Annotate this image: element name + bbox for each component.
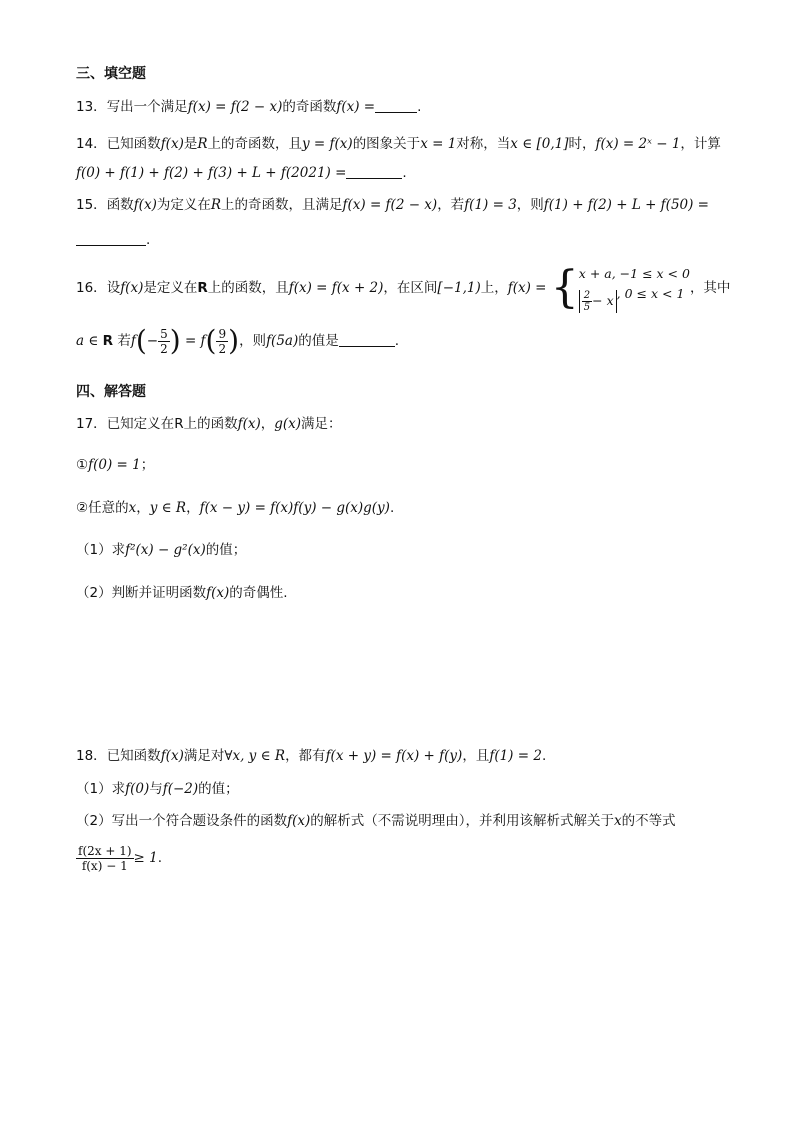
answer-blank[interactable]: [375, 98, 417, 113]
q17-part-2: （2）判断并证明函数f(x)的奇偶性.: [76, 585, 288, 601]
q18-number: 18．: [76, 748, 107, 764]
section-title-answer: 四、解答题: [76, 384, 146, 400]
q18-part-1: （1）求f(0)与f(−2)的值；: [76, 781, 239, 797]
question-17: 17．已知定义在R上的函数f(x)，g(x)满足：: [76, 416, 342, 432]
q16-number: 16．: [76, 280, 107, 296]
q13-number: 13．: [76, 99, 107, 115]
q15-number: 15．: [76, 197, 107, 213]
answer-blank[interactable]: [76, 231, 146, 246]
question-14: 14．已知函数f(x)是R上的奇函数，且y = f(x)的图象关于x = 1对称，当x ∈ [0,1]时，f(x) = 2ˣ − 1，计算: [76, 136, 721, 152]
answer-blank[interactable]: [346, 164, 402, 179]
question-18: 18．已知函数f(x)满足对∀x, y ∈ R，都有f(x + y) = f(x) + f(y)，且f(1) = 2.: [76, 748, 547, 764]
q18-part-2: （2）写出一个符合题设条件的函数f(x)的解析式（不需说明理由），并利用该解析式解关于x的不等式: [76, 813, 676, 829]
piecewise-function: { x + a, −1 ≤ x < 0 $\frac{2}{5}$ − x , 0 ≤ x < 1: [550, 262, 690, 313]
q18-inequality: $\frac{f(2x + 1)}{f(x) - 1}$ ≥ 1.: [78, 843, 163, 873]
question-16-cont: a ∈ R 若f(− $\frac{5}{2}$ ) = f( $\frac{9}{2}$ )，则f(5a)的值是 .: [76, 324, 400, 357]
question-15-cont: .: [76, 230, 150, 250]
question-16: 16．设f(x)是定义在R上的函数，且f(x) = f(x + 2)，在区间[−1,1)上，f(x) = { x + a, −1 ≤ x < 0 $\frac{2}{5}$ − x , 0 ≤ x < 1 ，其中: [76, 262, 731, 313]
q17-number: 17．: [76, 416, 107, 432]
section-title-fill-blank: 三、填空题: [76, 66, 146, 82]
q17-part-1: （1）求f²(x) − g²(x)的值；: [76, 542, 247, 558]
answer-blank[interactable]: [339, 332, 395, 347]
q17-condition-2: ②任意的x，y ∈ R，f(x − y) = f(x)f(y) − g(x)g(y).: [76, 500, 395, 516]
question-15: 15．函数f(x)为定义在R上的奇函数，且满足f(x) = f(2 − x)，若f(1) = 3，则f(1) + f(2) + L + f(50) =: [76, 197, 709, 213]
question-13: 13．写出一个满足f(x) = f(2 − x)的奇函数f(x) = .: [76, 99, 422, 115]
question-14-cont: f(0) + f(1) + f(2) + f(3) + L + f(2021) = .: [76, 165, 407, 181]
q14-number: 14．: [76, 136, 107, 152]
q17-condition-1: ①f(0) = 1；: [76, 457, 155, 473]
